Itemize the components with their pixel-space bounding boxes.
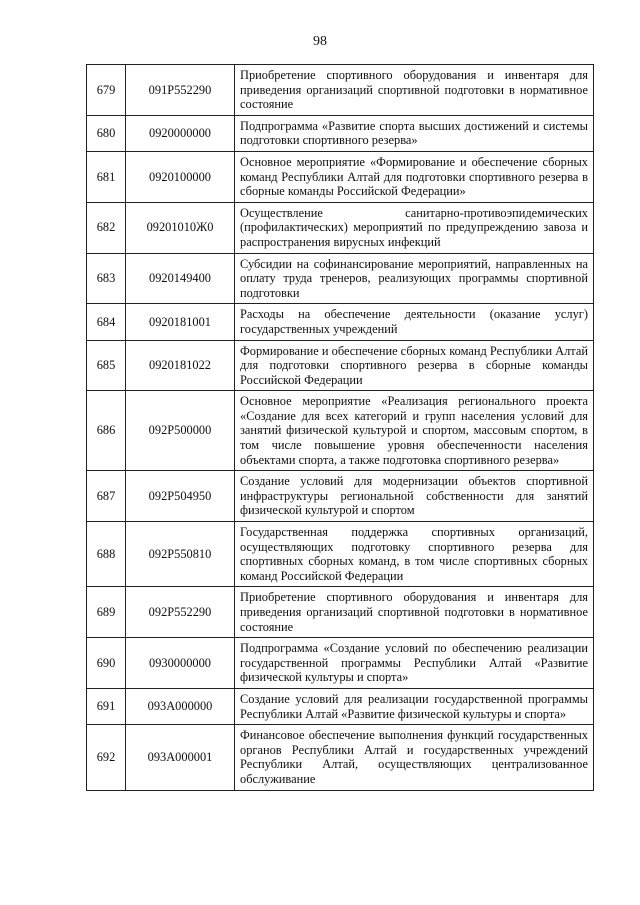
budget-table (86, 64, 594, 791)
row-code: 0920149400 (126, 253, 235, 304)
row-name: Приобретение спортивного оборудования и инвентаря для приведения организаций спортивной подготовки в нормативное состояние (235, 65, 594, 116)
row-number: 684 (87, 304, 126, 340)
row-number: 681 (87, 151, 126, 202)
row-name: Основное мероприятие «Реализация регионального проекта «Создание для всех категорий и групп населения условий для занятий физической культурой и спортом, массовым спортом, в том числе повышение уровня обеспеченности населения объектами спорта, а также подготовка спортивного резерва» (235, 391, 594, 471)
row-number: 690 (87, 638, 126, 689)
row-number: 689 (87, 587, 126, 638)
row-name: Приобретение спортивного оборудования и инвентаря для приведения организаций спортивной подготовки в нормативное состояние (235, 587, 594, 638)
row-name: Осуществление санитарно-противоэпидемических (профилактических) мероприятий по предупреждению завоза и распространения вирусных инфекций (235, 202, 594, 253)
row-name: Формирование и обеспечение сборных команд Республики Алтай для подготовки спортивного резерва в сборные команды Российской Федерации (235, 340, 594, 391)
row-code: 09201010Ж0 (126, 202, 235, 253)
row-name: Подпрограмма «Создание условий по обеспечению реализации государственной программы Республики Алтай «Развитие физической культуры и спорта» (235, 638, 594, 689)
row-number: 683 (87, 253, 126, 304)
table-row (87, 688, 594, 724)
row-code: 0920181022 (126, 340, 235, 391)
row-name: Подпрограмма «Развитие спорта высших достижений и системы подготовки спортивного резерва» (235, 115, 594, 151)
row-number: 686 (87, 391, 126, 471)
row-number: 679 (87, 65, 126, 116)
table-row (87, 391, 594, 471)
table-row (87, 115, 594, 151)
row-code: 092P552290 (126, 587, 235, 638)
row-name: Финансовое обеспечение выполнения функций государственных органов Республики Алтай и государственных учреждений Республики Алтай, осуществляющих централизованное обслуживание (235, 725, 594, 790)
table-row (87, 202, 594, 253)
row-name: Государственная поддержка спортивных организаций, осуществляющих подготовку спортивного резерва для спортивных сборных команд, в том числе спортивных сборных команд Российской Федерации (235, 522, 594, 587)
row-code: 092P504950 (126, 471, 235, 522)
table-row (87, 253, 594, 304)
table-row (87, 151, 594, 202)
row-code: 092P500000 (126, 391, 235, 471)
row-name: Основное мероприятие «Формирование и обеспечение сборных команд Республики Алтай для подготовки спортивного резерва в сборные команды Российской Федерации» (235, 151, 594, 202)
row-code: 091P552290 (126, 65, 235, 116)
row-code: 0920181001 (126, 304, 235, 340)
row-code: 0930000000 (126, 638, 235, 689)
row-code: 093A000000 (126, 688, 235, 724)
row-number: 692 (87, 725, 126, 790)
table-row (87, 340, 594, 391)
table-row (87, 638, 594, 689)
row-name: Создание условий для реализации государственной программы Республики Алтай «Развитие физической культуры и спорта» (235, 688, 594, 724)
row-code: 0920000000 (126, 115, 235, 151)
row-number: 691 (87, 688, 126, 724)
table-body (87, 65, 594, 791)
row-number: 680 (87, 115, 126, 151)
row-name: Расходы на обеспечение деятельности (оказание услуг) государственных учреждений (235, 304, 594, 340)
table-row (87, 471, 594, 522)
row-code: 0920100000 (126, 151, 235, 202)
row-number: 682 (87, 202, 126, 253)
row-code: 093A000001 (126, 725, 235, 790)
row-name: Субсидии на софинансирование мероприятий, направленных на оплату труда тренеров, реализующих программы спортивной подготовки (235, 253, 594, 304)
table-row (87, 522, 594, 587)
table-row (87, 65, 594, 116)
row-name: Создание условий для модернизации объектов спортивной инфраструктуры региональной собственности для занятий физической культурой и спортом (235, 471, 594, 522)
table-row (87, 725, 594, 790)
page-number: 98 (313, 34, 327, 49)
row-code: 092P550810 (126, 522, 235, 587)
row-number: 688 (87, 522, 126, 587)
table-row (87, 587, 594, 638)
table-row (87, 304, 594, 340)
row-number: 685 (87, 340, 126, 391)
row-number: 687 (87, 471, 126, 522)
